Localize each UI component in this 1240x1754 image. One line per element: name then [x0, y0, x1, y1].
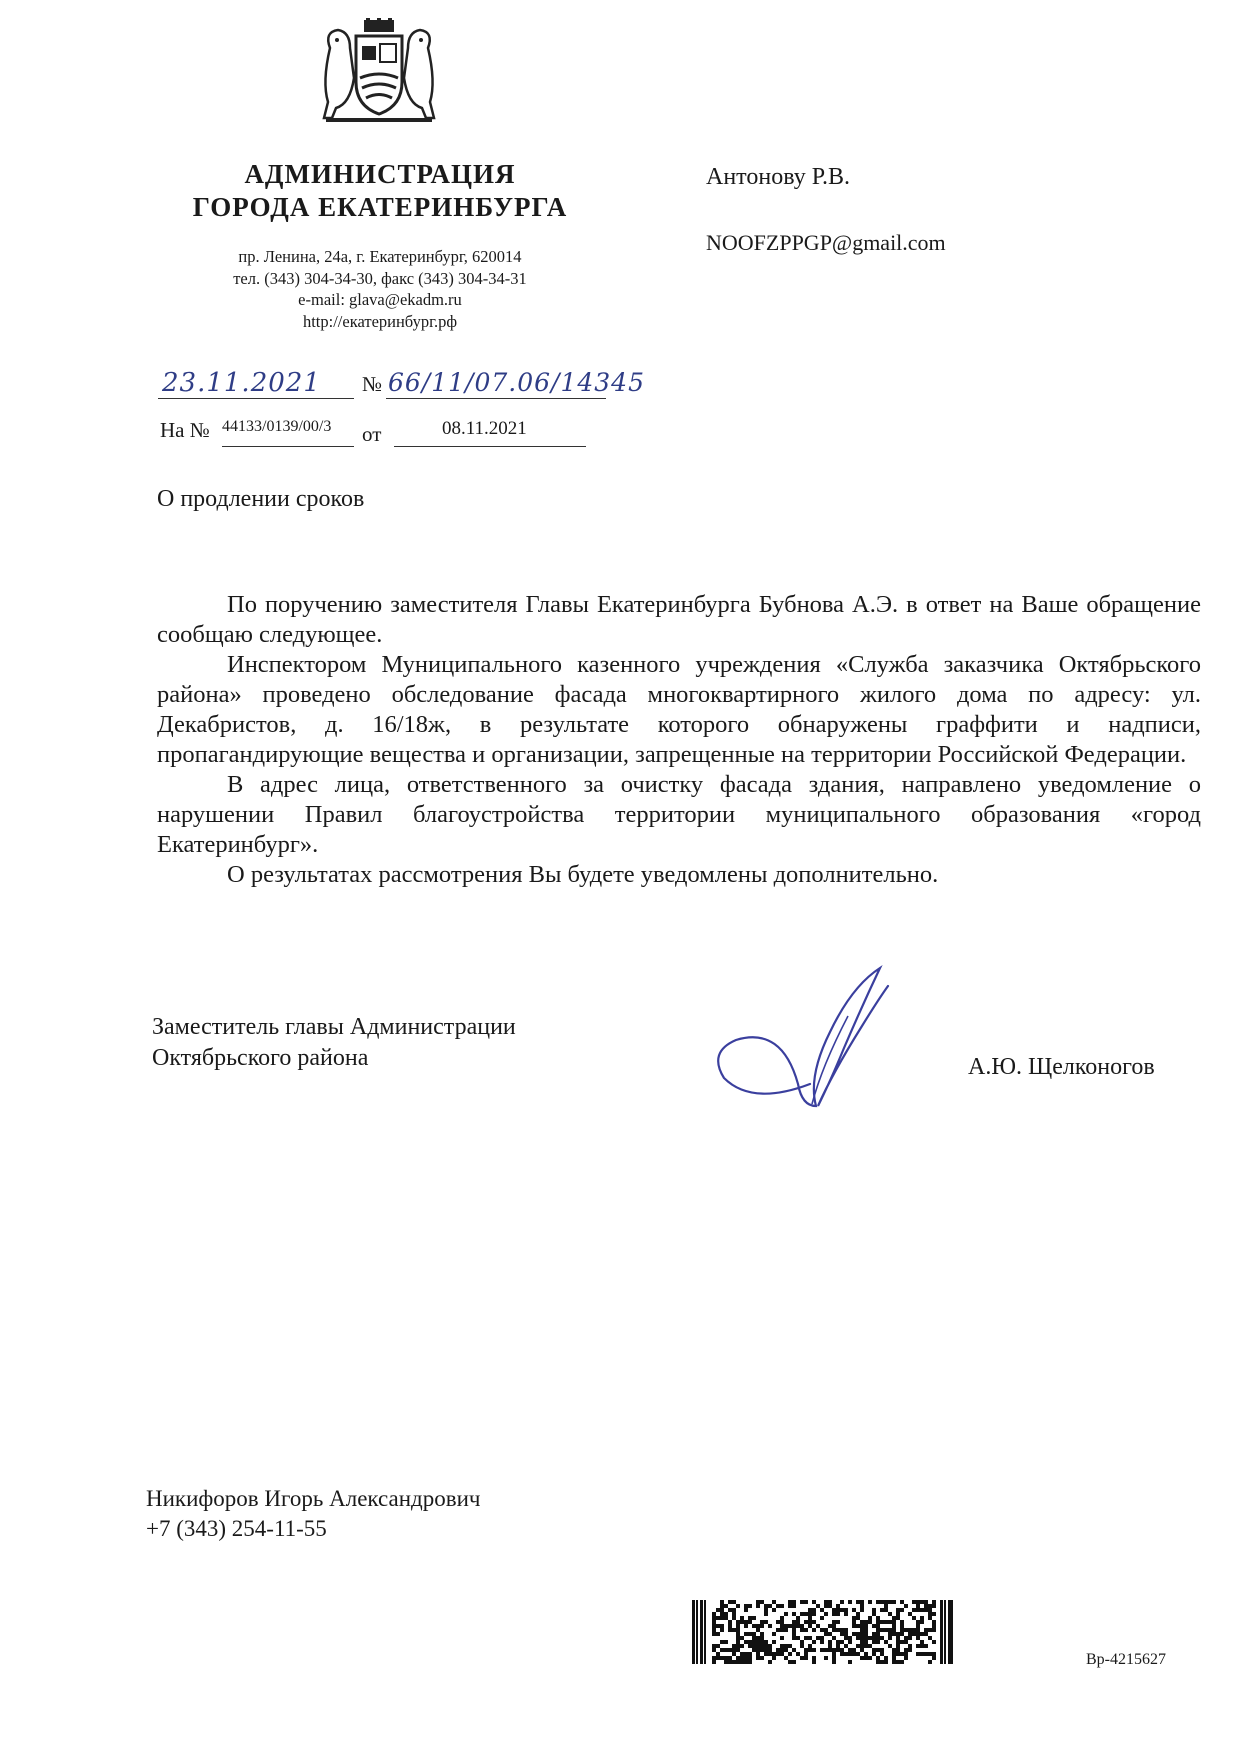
- document-code: Вр-4215627: [1086, 1651, 1166, 1668]
- organization-contacts: [150, 246, 610, 332]
- city-coat-of-arms-icon: [320, 18, 438, 124]
- reference-number: 44133/0139/00/3: [222, 418, 332, 435]
- registration-date-underline: [158, 398, 354, 399]
- body-paragraph: Инспектором Муниципального казенного учреждения «Служба заказчика Октябрьского района» проведено обследование фасада многоквартирного жилого дома по адресу: ул. Декабристов, д. 16/18ж, в результате которого обнаружены граффити и надписи, пропагандирующие вещества и организации, запрещенные на территории Российской Федерации.: [157, 651, 1201, 768]
- handwritten-signature-icon: [712, 956, 902, 1126]
- organization-website: http://екатеринбург.рф: [302, 311, 458, 331]
- organization-name-line2: ГОРОДА ЕКАТЕРИНБУРГА: [192, 192, 568, 222]
- registration-number-label: №: [362, 372, 383, 396]
- reference-date-underline: [394, 446, 586, 447]
- registration-number: 66/11/07.06/14345: [388, 368, 645, 397]
- contact-person-name: Никифоров Игорь Александрович: [146, 1486, 481, 1511]
- letter-subject: О продлении сроков: [157, 486, 365, 512]
- signer-title-line2: Октябрьского района: [152, 1045, 369, 1071]
- signer-title: [152, 1012, 516, 1074]
- reference-number-underline: [222, 446, 354, 447]
- recipient-email: NOOFZPPGP@gmail.com: [706, 230, 946, 255]
- body-paragraph: О результатах рассмотрения Вы будете уведомлены дополнительно.: [227, 861, 939, 888]
- organization-name-line1: АДМИНИСТРАЦИЯ: [244, 159, 516, 189]
- reference-from-label: от: [362, 422, 382, 446]
- registration-number-underline: [386, 398, 606, 399]
- organization-phone: тел. (343) 304-34-30, факс (343) 304-34-31: [233, 268, 527, 288]
- organization-email: e-mail: glava@ekadm.ru: [298, 290, 462, 309]
- signer-title-line1: Заместитель главы Администрации: [152, 1014, 516, 1040]
- document-barcode-icon: [692, 1600, 954, 1664]
- organization-address: пр. Ленина, 24а, г. Екатеринбург, 620014: [238, 247, 522, 266]
- reference-date: 08.11.2021: [442, 418, 527, 439]
- organization-name: [150, 158, 610, 224]
- reference-label: На №: [160, 418, 210, 442]
- letter-body: [157, 590, 1201, 890]
- contact-person: [146, 1484, 480, 1544]
- body-paragraph: По поручению заместителя Главы Екатеринбурга Бубнова А.Э. в ответ на Ваше обращение сообщаю следующее.: [157, 591, 1201, 648]
- signer-name: А.Ю. Щелконогов: [968, 1054, 1155, 1080]
- body-paragraph: В адрес лица, ответственного за очистку фасада здания, направлено уведомление о нарушении Правил благоустройства территории муниципального образования «город Екатеринбург».: [157, 771, 1201, 858]
- recipient-name: Антонову Р.В.: [706, 164, 851, 190]
- contact-person-phone: +7 (343) 254-11-55: [146, 1516, 327, 1541]
- registration-date: 23.11.2021: [162, 368, 321, 398]
